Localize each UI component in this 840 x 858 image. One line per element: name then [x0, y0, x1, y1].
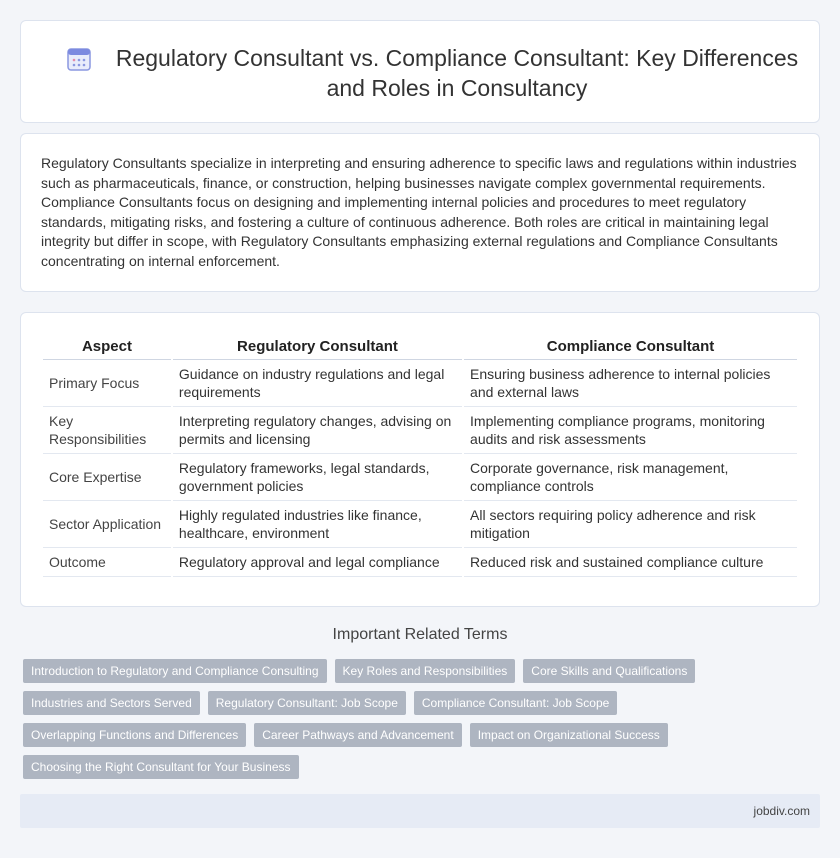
tag-row [23, 755, 813, 779]
table-cell: Interpreting regulatory changes, advising on permits and licensing [173, 407, 462, 454]
table-cell: All sectors requiring policy adherence and risk mitigation [464, 501, 797, 548]
related-terms-list [23, 659, 813, 787]
table-cell: Ensuring business adherence to internal policies and external laws [464, 360, 797, 407]
related-term-tag[interactable]: Overlapping Functions and Differences [23, 723, 246, 747]
related-term-tag[interactable]: Industries and Sectors Served [23, 691, 200, 715]
related-term-tag[interactable]: Key Roles and Responsibilities [335, 659, 516, 683]
table-cell: Implementing compliance programs, monitoring audits and risk assessments [464, 407, 797, 454]
table-cell: Reduced risk and sustained compliance culture [464, 548, 797, 577]
table-cell: Regulatory frameworks, legal standards, government policies [173, 454, 462, 501]
table-cell: Outcome [43, 548, 171, 577]
header-card [20, 20, 820, 123]
table-cell: Corporate governance, risk management, compliance controls [464, 454, 797, 501]
footer [20, 794, 820, 828]
related-terms-title: Important Related Terms [332, 626, 508, 643]
related-term-tag[interactable]: Introduction to Regulatory and Compliance Consulting [23, 659, 327, 683]
tag-row [23, 691, 813, 715]
table-cell: Primary Focus [43, 360, 171, 407]
table-row [43, 407, 797, 454]
intro-card [20, 133, 820, 292]
table-row [43, 454, 797, 501]
intro-paragraph: Regulatory Consultants specialize in interpreting and ensuring adherence to specific laws and regulations within industries such as pharmaceuticals, finance, or construction, helping businesses navigate complex governmental requirements. Compliance Consultants focus on designing and implementing internal policies and procedures to meet regulatory standards, mitigating risks, and fostering a culture of continuous adherence. Both roles are critical in maintaining legal integrity but differ in scope, with Regulatory Consultants emphasizing external regulations and Compliance Consultants concentrating on internal enforcement. [41, 155, 797, 269]
comparison-table [41, 335, 799, 577]
header-aspect: Aspect [43, 335, 171, 360]
table-header-row [43, 335, 797, 360]
related-term-tag[interactable]: Compliance Consultant: Job Scope [414, 691, 617, 715]
table-cell: Guidance on industry regulations and legal requirements [173, 360, 462, 407]
header-regulatory: Regulatory Consultant [173, 335, 462, 360]
header-compliance: Compliance Consultant [464, 335, 797, 360]
table-cell: Core Expertise [43, 454, 171, 501]
table-cell: Key Responsibilities [43, 407, 171, 454]
related-term-tag[interactable]: Choosing the Right Consultant for Your Business [23, 755, 299, 779]
tag-row [23, 723, 813, 747]
table-cell: Highly regulated industries like finance, healthcare, environment [173, 501, 462, 548]
table-row [43, 548, 797, 577]
table-row [43, 501, 797, 548]
related-term-tag[interactable]: Core Skills and Qualifications [523, 659, 695, 683]
related-term-tag[interactable]: Career Pathways and Advancement [254, 723, 461, 747]
comparison-card [20, 312, 820, 607]
footer-site-link[interactable]: jobdiv.com [753, 804, 810, 818]
page-title: Regulatory Consultant vs. Compliance Consultant: Key Differences and Roles in Consultancy [115, 45, 799, 101]
tag-row [23, 659, 813, 683]
table-cell: Regulatory approval and legal compliance [173, 548, 462, 577]
table-row [43, 360, 797, 407]
related-term-tag[interactable]: Impact on Organizational Success [470, 723, 668, 747]
table-cell: Sector Application [43, 501, 171, 548]
related-term-tag[interactable]: Regulatory Consultant: Job Scope [208, 691, 406, 715]
